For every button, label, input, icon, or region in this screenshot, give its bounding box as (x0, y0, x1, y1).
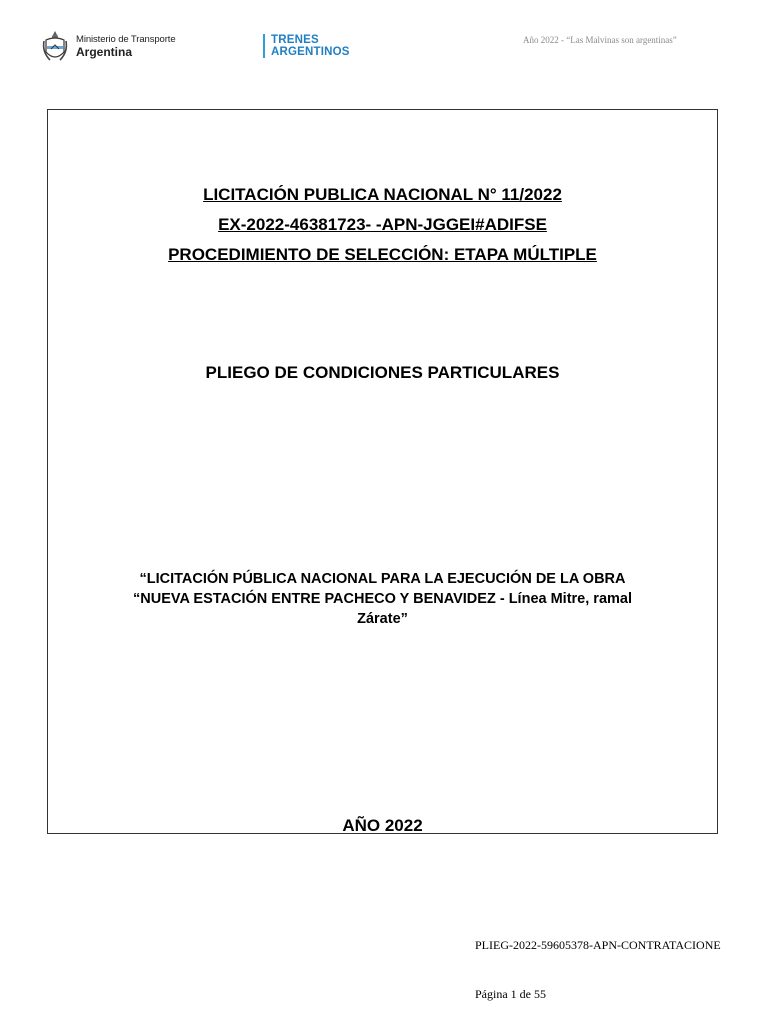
subject-line-1: “LICITACIÓN PÚBLICA NACIONAL PARA LA EJECUCIÓN DE LA OBRA (139, 571, 626, 587)
title-line-3: PROCEDIMIENTO DE SELECCIÓN: ETAPA MÚLTIPLE (168, 245, 597, 264)
document-type: PLIEGO DE CONDICIONES PARTICULARES (205, 363, 560, 382)
title-line-2: EX-2022-46381723- -APN-JGGEI#ADIFSE (218, 215, 547, 234)
ministry-line-2: Argentina (76, 45, 133, 59)
header-motto: Año 2022 - “Las Malvinas son argentinas” (523, 35, 677, 45)
title-line-1: LICITACIÓN PUBLICA NACIONAL N° 11/2022 (203, 185, 562, 204)
ministry-name (76, 34, 176, 58)
national-seal-icon (40, 28, 70, 66)
brand-line-2: ARGENTINOS (271, 46, 350, 58)
document-id: PLIEG-2022-59605378-APN-CONTRATACIONE (475, 938, 721, 952)
ministry-line-1: Ministerio de Transporte (76, 34, 176, 45)
subject-line-3: Zárate” (357, 611, 408, 627)
subject-line-2: “NUEVA ESTACIÓN ENTRE PACHECO Y BENAVIDEZ - Línea Mitre, ramal (133, 591, 632, 607)
trenes-argentinos-logo (263, 34, 350, 58)
brand-line-1: TRENES (271, 34, 319, 46)
cover-frame (47, 109, 718, 834)
cover-year: AÑO 2022 (342, 816, 423, 835)
page-header (0, 0, 770, 80)
page-number: Página 1 de 55 (475, 987, 546, 1001)
